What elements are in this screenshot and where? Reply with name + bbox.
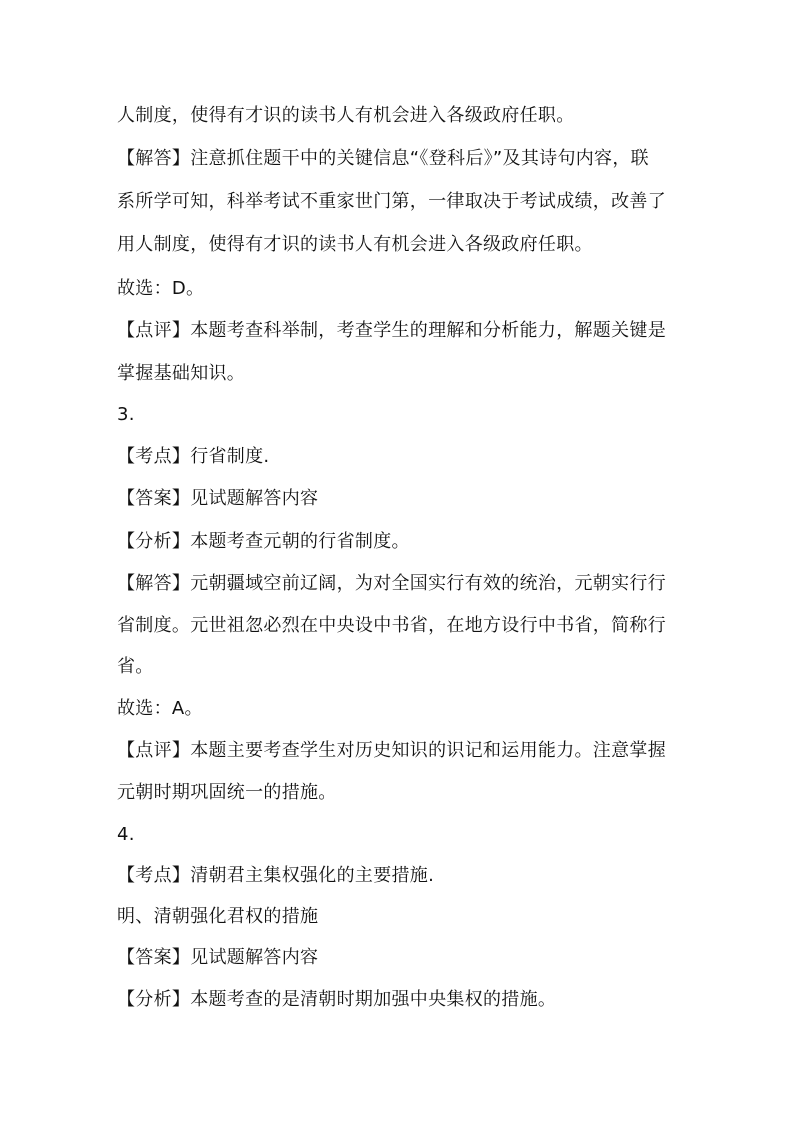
text-line: 故选：D。 xyxy=(117,278,205,299)
question-number: 4. xyxy=(117,824,135,845)
text-line: 【解答】注意抓住题干中的关键信息“《登科后》”及其诗句内容，联 xyxy=(117,148,649,169)
text-line: 【答案】见试题解答内容 xyxy=(117,947,319,968)
text-line: 【考点】行省制度. xyxy=(117,446,270,467)
text-line: 【考点】清朝君主集权强化的主要措施. xyxy=(117,865,435,886)
text-line: 元朝时期巩固统一的措施。 xyxy=(117,782,337,803)
text-line: 系所学可知，科举考试不重家世门第，一律取决于考试成绩，改善了 xyxy=(117,191,666,212)
text-line: 【点评】本题考查科举制，考查学生的理解和分析能力，解题关键是 xyxy=(117,320,666,341)
text-line: 故选：A。 xyxy=(117,698,203,719)
text-line: 【点评】本题主要考查学生对历史知识的识记和运用能力。注意掌握 xyxy=(117,740,666,761)
text-line: 【答案】见试题解答内容 xyxy=(117,488,319,509)
text-line: 掌握基础知识。 xyxy=(117,363,246,384)
text-line: 【分析】本题考查元朝的行省制度。 xyxy=(117,531,410,552)
text-line: 省。 xyxy=(117,656,154,677)
text-line: 人制度，使得有才识的读书人有机会进入各级政府任职。 xyxy=(117,105,575,126)
text-line: 明、清朝强化君权的措施 xyxy=(117,906,319,927)
question-number: 3. xyxy=(117,404,135,425)
text-line: 【解答】元朝疆域空前辽阔，为对全国实行有效的统治，元朝实行行 xyxy=(117,573,666,594)
text-line: 用人制度，使得有才识的读书人有机会进入各级政府任职。 xyxy=(117,234,593,255)
text-line: 【分析】本题考查的是清朝时期加强中央集权的措施。 xyxy=(117,989,557,1010)
text-line: 省制度。元世祖忽必烈在中央设中书省，在地方设行中书省，简称行 xyxy=(117,615,666,636)
